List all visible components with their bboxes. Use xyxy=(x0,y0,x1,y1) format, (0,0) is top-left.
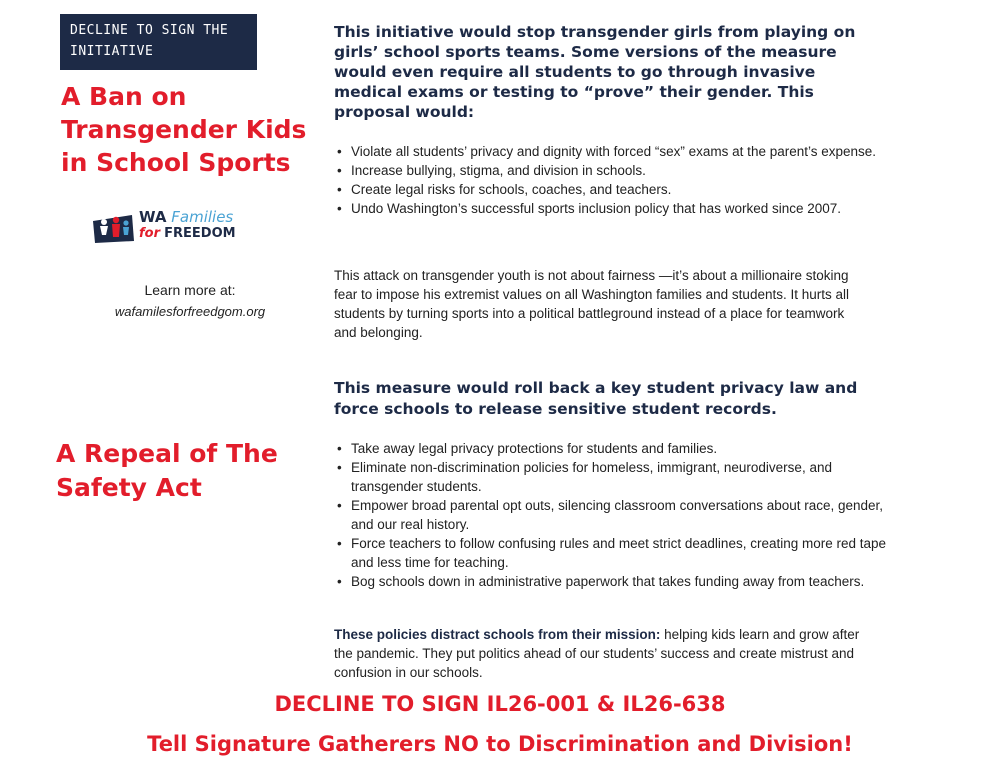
section1-paragraph: This attack on transgender youth is not about fairness —it’s about a millionaire stoking fear to impose his extremist values on all Washington families and students. It hurts all students by turning sports into a political battleground instead of a place for teamwork and belonging. xyxy=(334,268,849,340)
logo-families: Families xyxy=(171,208,234,226)
list-item: • Bog schools down in administrative paperwork that takes funding away from teachers. xyxy=(351,572,896,591)
logo-wa: WA xyxy=(139,208,167,226)
list-item: • Eliminate non-discrimination policies for homeless, immigrant, neurodiverse, and transgender students. xyxy=(351,458,896,496)
logo-for: for xyxy=(139,226,160,241)
footer-decline-line: DECLINE TO SIGN IL26-001 & IL26-638 xyxy=(274,692,726,716)
list-item: • Empower broad parental opt outs, silencing classroom conversations about race, gender, and our real history. xyxy=(351,496,896,534)
list-item: • Violate all students’ privacy and dignity with forced “sex” exams at the parent’s expense. xyxy=(351,142,886,161)
learn-more-url[interactable]: wafamilesforfreedgom.org xyxy=(114,304,266,319)
families-figures-icon xyxy=(92,211,136,245)
list-item: • Force teachers to follow confusing rules and meet strict deadlines, creating more red tape and less time for teaching. xyxy=(351,534,896,572)
badge-line-2: INITIATIVE xyxy=(70,44,154,59)
decline-badge xyxy=(60,14,257,70)
heading-ban: A Ban on Transgender Kids in School Sports xyxy=(61,82,307,177)
logo-freedom: FREEDOM xyxy=(164,226,236,241)
list-item: • Create legal risks for schools, coaches, and teachers. xyxy=(351,180,886,199)
section1-intro: This initiative would stop transgender girls from playing on girls’ school sports teams. Some versions of the measure would even require all students to go through invasive medical exams or testing to “prove” their gender. This proposal would: xyxy=(334,23,856,121)
learn-more-label: Learn more at: xyxy=(144,282,236,298)
section2-intro: This measure would roll back a key student privacy law and force schools to release sensitive student records. xyxy=(334,379,858,418)
section1-bullet-list xyxy=(334,142,886,218)
footer-tell-gatherers-line: Tell Signature Gatherers NO to Discrimination and Division! xyxy=(147,732,853,756)
section2-paragraph-lead: These policies distract schools from their mission: xyxy=(334,627,661,642)
heading-repeal: A Repeal of The Safety Act xyxy=(56,439,278,502)
wa-families-for-freedom-logo xyxy=(92,209,252,245)
section2-paragraph xyxy=(334,625,869,682)
list-item: • Undo Washington’s successful sports inclusion policy that has worked since 2007. xyxy=(351,199,886,218)
section2-bullet-list xyxy=(334,439,896,591)
list-item: • Increase bullying, stigma, and division in schools. xyxy=(351,161,886,180)
list-item: • Take away legal privacy protections for students and families. xyxy=(351,439,896,458)
section2-paragraph-rest: helping kids learn and grow after the pandemic. They put politics ahead of our students’ success and create mistrust and confusion in our schools. xyxy=(334,627,860,680)
badge-line-1: DECLINE TO SIGN THE xyxy=(70,23,229,38)
learn-more-block xyxy=(100,280,280,322)
